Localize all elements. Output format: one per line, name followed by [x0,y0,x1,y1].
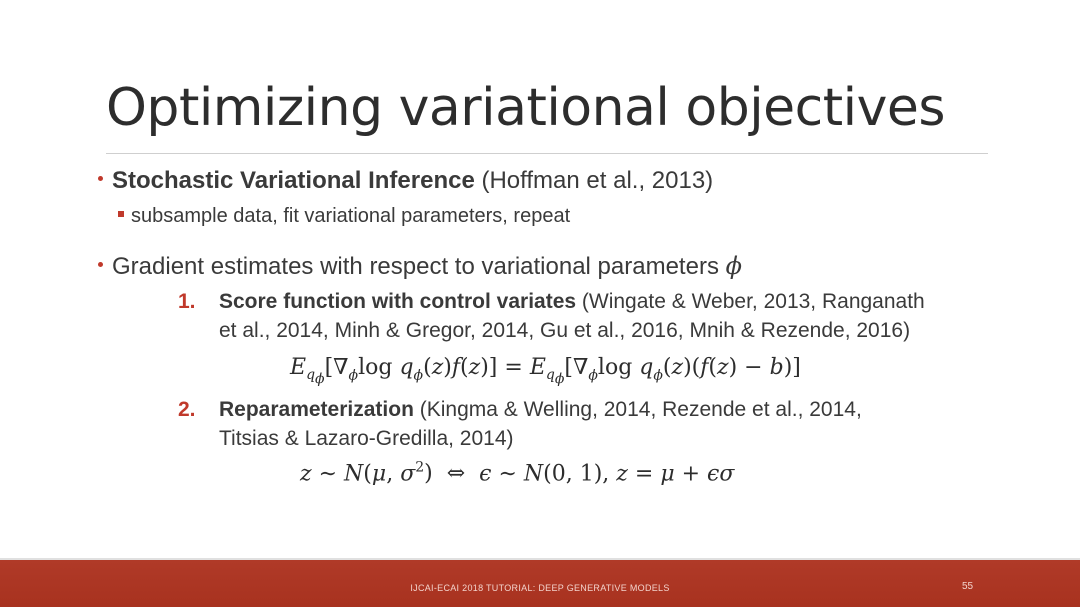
bullet-dot-icon [98,176,103,181]
phi-symbol: ϕ [725,252,742,280]
item-1-line-2: et al., 2014, Minh & Gregor, 2014, Gu et al., 2016, Mnih & Rezende, 2016) [219,319,911,342]
item-2-bold: Reparameterization [219,398,414,421]
bullet-dot-icon [98,262,103,267]
item-1-line-1 [219,290,925,314]
equation-score-function: $E_{q_\phi}[\nabla_\phi\log$ $q_\phi(z)f(z)] = E_{q_\phi}[\nabla_\phi\log$ $q_\phi(z)(f(z) - b)$] [290,355,801,388]
item-number-1: 1. [178,290,196,313]
bullet-svi-bold: Stochastic Variational Inference [112,167,475,194]
bullet-svi [98,167,713,195]
sub-bullet-text: subsample data, fit variational parameters, repeat [131,205,571,227]
slide-title: Optimizing variational objectives [106,78,945,138]
footer-caption: IJCAI-ECAI 2018 TUTORIAL: DEEP GENERATIVE MODELS [410,583,670,593]
square-bullet-icon [118,211,124,217]
title-divider [106,153,988,154]
sub-bullet-svi [118,205,570,228]
item-number-2: 2. [178,398,196,421]
bullet-gradient [98,252,742,281]
item-2-line-2: Titsias & Lazaro-Gredilla, 2014) [219,427,514,450]
bullet-gradient-text: Gradient estimates with respect to variational parameters [112,253,719,280]
item-2-citation: (Kingma & Welling, 2014, Rezende et al., 2014, [413,398,862,421]
item-1-citation: (Wingate & Weber, 2013, Ranganath [576,290,925,313]
item-2-line-1 [219,398,862,422]
item-1-bold: Score function with control variates [219,290,577,313]
bullet-svi-citation: (Hoffman et al., 2013) [474,167,714,194]
page-number: 55 [962,581,974,592]
equation-reparameterization: z ∼ N(μ, $\sigma^2$) ⇔ ϵ ∼ N(0, 1), z = μ + ϵσ [300,460,735,487]
